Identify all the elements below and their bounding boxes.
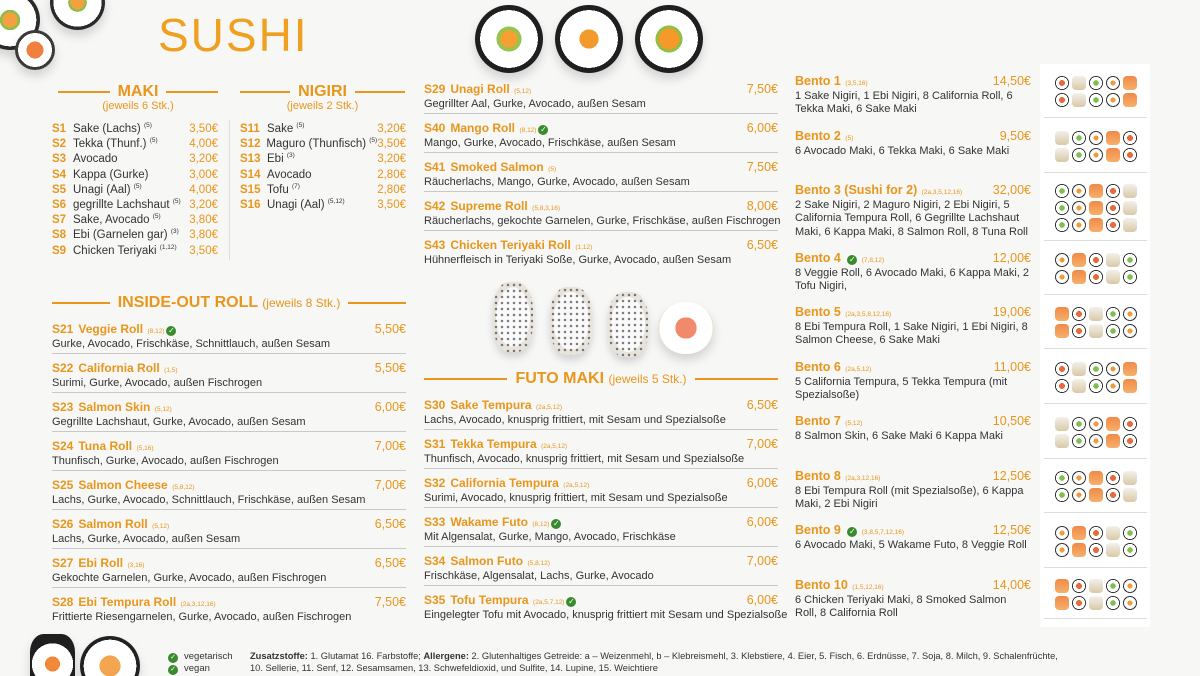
item-code: S21 — [52, 322, 74, 336]
item-name: Wakame Futo — [450, 515, 528, 529]
sushi-photo-bottomleft — [25, 630, 140, 676]
item-code: S15 — [240, 183, 261, 196]
inside-out-item — [52, 437, 406, 471]
bento-item — [795, 127, 1031, 158]
item-title-row: S21 Veggie Roll (8,12) ✓ 5,50€ — [52, 322, 406, 336]
inside-out-item — [52, 554, 406, 588]
bento-name: Bento 1 — [795, 74, 841, 88]
maki-row — [52, 213, 218, 228]
bento-photo — [1044, 297, 1147, 349]
special-roll-item — [424, 80, 778, 114]
item-price: 2,80€ — [377, 183, 406, 196]
allergen-code: (5) — [369, 137, 378, 145]
nigiri-subheading: (jeweils 2 Stk.) — [286, 100, 359, 112]
bento-title-row: Bento 9 ✓ (3,8,5,7,12,16) 12,50€ — [795, 523, 1031, 537]
item-description: Mango, Gurke, Avocado, Frischkäse, außen Sesam — [424, 137, 676, 149]
item-code: S29 — [424, 82, 446, 96]
nigiri-row — [240, 152, 406, 167]
item-price: 5,50€ — [374, 322, 406, 336]
bento-photo — [1044, 515, 1147, 568]
bento-name: Bento 7 — [795, 414, 841, 428]
item-code: S40 — [424, 121, 446, 135]
item-price: 6,50€ — [374, 556, 406, 570]
item-name: Unagi (Aal) $^{(5,12)}$ — [267, 198, 345, 212]
bento-description: 6 Chicken Teriyaki Maki, 8 Smoked Salmon Roll, 8 California Roll — [795, 594, 1007, 620]
item-name: Avocado — [267, 168, 312, 181]
bento-name: Bento 9 — [795, 523, 841, 537]
item-code: S28 — [52, 595, 74, 609]
futo-item — [424, 435, 778, 469]
nigiri-row — [240, 168, 406, 183]
item-description: Surimi, Gurke, Avocado, außen Fischrogen — [52, 377, 263, 389]
item-description: Gurke, Avocado, Frischkäse, Schnittlauch, außen Sesam — [52, 338, 330, 350]
bento-photo — [1044, 243, 1147, 295]
bento-photo — [1044, 175, 1147, 241]
item-code: S26 — [52, 517, 74, 531]
item-title-row: S28 Ebi Tempura Roll (2a,3,12,16) 7,50€ — [52, 595, 406, 609]
item-description: Gekochte Garnelen, Gurke, Avocado, außen Fischrogen — [52, 572, 327, 584]
futo-list — [424, 396, 788, 630]
veg-icon: ✓ — [553, 519, 560, 528]
inside-out-item — [52, 476, 406, 510]
item-description: Surimi, Avocado, knusprig frittiert, mit Sesam und Spezialsoße — [424, 492, 728, 504]
item-price: 8,00€ — [746, 199, 778, 213]
item-name: Sake (Lachs) $^{(5)}$ — [73, 122, 152, 135]
item-price: 6,50€ — [746, 398, 778, 412]
nigiri-row — [240, 137, 406, 152]
bento-title-row: Bento 1 (3,5,16) 14,50€ — [795, 74, 1031, 88]
vegan-icon: ✓ — [168, 665, 178, 675]
item-description: Thunfisch, Gurke, Avocado, außen Fischrogen — [52, 455, 279, 467]
special-roll-item — [424, 158, 778, 192]
nigiri-row — [240, 198, 406, 213]
item-price: 3,00€ — [189, 168, 218, 181]
item-name: Salmon Cheese — [78, 478, 168, 492]
bento-price: 10,50€ — [992, 414, 1031, 428]
item-name: Tekka (Thunf.) $^{(5)}$ — [73, 137, 158, 151]
item-price: 3,20€ — [377, 123, 406, 135]
maki-row — [52, 183, 218, 198]
item-name: Mango Roll — [450, 121, 516, 135]
item-price: 3,50€ — [189, 123, 218, 135]
item-description: Räucherlachs, Mango, Gurke, Avocado, außen Sesam — [424, 176, 690, 188]
item-name: Tofu Tempura — [450, 593, 529, 607]
item-name: California Tempura — [450, 476, 559, 490]
item-code: S13 — [240, 153, 261, 166]
bento-description: 8 Ebi Tempura Roll (mit Spezialsoße), 6 Kappa Maki, 2 Ebi Nigiri — [795, 485, 1024, 511]
veg-icon: ✓ — [568, 597, 575, 606]
item-description: Hühnerfleisch in Teriyaki Soße, Gurke, Avocado, außen Sesam — [424, 254, 732, 266]
item-price: 3,80€ — [189, 229, 218, 242]
bento-photo — [1044, 461, 1147, 513]
item-title-row: S27 Ebi Roll (3,16) 6,50€ — [52, 556, 406, 570]
item-name: California Roll — [78, 361, 160, 375]
item-code: S42 — [424, 199, 446, 213]
item-price: 2,80€ — [377, 168, 406, 181]
item-title-row: S23 Salmon Skin (5,12) 6,00€ — [52, 400, 406, 414]
futo-header: FUTO MAKI (jeweils 5 Stk.) — [424, 370, 778, 388]
item-description: Lachs, Gurke, Avocado, außen Sesam — [52, 533, 241, 545]
maki-row — [52, 168, 218, 183]
maki-row — [52, 122, 218, 137]
item-description: Mit Algensalat, Gurke, Mango, Avocado, Frischkäse — [424, 531, 676, 543]
bento-item — [795, 576, 1031, 621]
maki-row — [52, 244, 218, 259]
bento-description: 8 Veggie Roll, 6 Avocado Maki, 6 Kappa Maki, 2 Tofu Nigiri, — [795, 267, 1029, 293]
diet-legend — [168, 651, 233, 675]
item-code: S11 — [240, 123, 260, 135]
item-price: 7,50€ — [746, 82, 778, 96]
nigiri-header: NIGIRI — [240, 83, 405, 101]
legend-vegan: vegan — [184, 663, 210, 674]
item-name: Salmon Roll — [78, 517, 148, 531]
item-price: 7,00€ — [374, 439, 406, 453]
bento-title-row: Bento 8 (2a,3,12,16) 12,50€ — [795, 469, 1031, 483]
item-name: Maguro (Thunfisch) $^{(5)}$ — [266, 137, 378, 151]
item-code: S5 — [52, 183, 67, 196]
item-title-row: S35 Tofu Tempura (2a,5,7,12) ✓ 6,00€ — [424, 593, 778, 607]
bento-description: 6 Avocado Maki, 5 Wakame Futo, 8 Veggie Roll — [795, 539, 1027, 551]
item-code: S9 — [52, 244, 67, 257]
item-price: 3,80€ — [189, 214, 218, 227]
bento-description: 8 Salmon Skin, 6 Sake Maki 6 Kappa Maki — [795, 430, 1003, 442]
maki-row — [52, 152, 218, 167]
item-description: Gegrillte Lachshaut, Gurke, Avocado, außen Sesam — [52, 416, 306, 428]
bento-title-row: Bento 7 (5,12) 10,50€ — [795, 414, 1031, 428]
item-title-row: S22 California Roll (1,5) 5,50€ — [52, 361, 406, 375]
item-code: S22 — [52, 361, 74, 375]
allergen-footnote: Zusatzstoffe: 1. Glutamat 16. Farbstoffe; Allergene: 2. Glutenhaltiges Getreide: a – Weizenmehl, b – Klebreismehl, 3. Klebstiere, 4. Eier, 5. Fisch, 6. Erdnüsse, 7. Soja, 8. Milch, 9. Schalenfrüchte, 10. Sellerie, 11. Senf, 12. Sesamsamen, 13. Schwefeldioxid, und Sulfite, 14. Lupine, 15. Weichtiere — [250, 651, 1058, 673]
bento-item — [795, 249, 1031, 294]
item-code: S32 — [424, 476, 446, 490]
item-name: Ebi Tempura Roll — [78, 595, 177, 609]
item-price: 4,00€ — [189, 183, 218, 196]
nigiri-list — [240, 122, 406, 213]
allergen-code: (5) — [143, 122, 152, 130]
bento-price: 12,50€ — [992, 469, 1031, 483]
special-roll-item — [424, 119, 778, 153]
item-code: S12 — [240, 138, 261, 151]
item-title-row: S25 Salmon Cheese (5,8,12) 7,00€ — [52, 478, 406, 492]
bento-price: 12,00€ — [992, 251, 1031, 265]
legend-vegetarian: vegetarisch — [184, 651, 233, 662]
item-price: 7,50€ — [374, 595, 406, 609]
item-code: S14 — [240, 168, 261, 181]
item-code: S25 — [52, 478, 74, 492]
item-title-row: S24 Tuna Roll (5,16) 7,00€ — [52, 439, 406, 453]
inside-out-list — [52, 320, 406, 632]
item-price: 6,00€ — [746, 121, 778, 135]
futo-item — [424, 513, 778, 547]
bento-name: Bento 4 — [795, 251, 841, 265]
item-name: Kappa (Gurke) — [73, 168, 149, 181]
item-code: S43 — [424, 238, 446, 252]
item-name: Tofu $^{(7)}$ — [267, 182, 300, 196]
item-name: Ebi $^{(3)}$ — [267, 152, 295, 166]
item-code: S8 — [52, 229, 67, 242]
item-price: 7,00€ — [746, 437, 778, 451]
bento-photo — [1044, 570, 1147, 619]
bento-description: 1 Sake Nigiri, 1 Ebi Nigiri, 8 California Roll, 6 Tekka Maki, 6 Sake Maki — [795, 90, 1013, 116]
bento-title-row: Bento 5 (2a,3,5,8,12,16) 19,00€ — [795, 305, 1031, 319]
bento-name: Bento 6 — [795, 360, 841, 374]
item-title-row: S40 Mango Roll (8,12) ✓ 6,00€ — [424, 121, 778, 135]
item-code: S34 — [424, 554, 446, 568]
maki-header: MAKI — [58, 83, 218, 101]
bento-photo — [1044, 406, 1147, 459]
nigiri-row — [240, 122, 406, 137]
item-code: S16 — [240, 199, 261, 212]
bento-photo — [1044, 352, 1147, 404]
futo-item — [424, 474, 778, 508]
item-code: S27 — [52, 556, 74, 570]
bento-title-row: Bento 10 (1,5,12,16) 14,00€ — [795, 578, 1031, 592]
maki-subheading: (jeweils 6 Stk.) — [102, 100, 174, 112]
item-price: 6,50€ — [746, 238, 778, 252]
item-price: 6,00€ — [746, 476, 778, 490]
bento-title-row: Bento 3 (Sushi for 2) (2a,3,5,12,16) 32,00€ — [795, 183, 1031, 197]
item-code: S35 — [424, 593, 446, 607]
inside-out-item — [52, 398, 406, 432]
allergen-code: (5,12) — [327, 198, 345, 206]
futo-item — [424, 591, 788, 625]
sushi-photo-topleft — [0, 0, 110, 80]
allergen-code: (5) — [133, 182, 142, 190]
item-code: S33 — [424, 515, 446, 529]
item-price: 3,50€ — [377, 138, 406, 151]
item-price: 4,00€ — [189, 138, 218, 151]
item-description: Gegrillter Aal, Gurke, Avocado, außen Sesam — [424, 98, 646, 110]
special-roll-item — [424, 236, 778, 270]
item-title-row: S31 Tekka Tempura (2a,5,12) 7,00€ — [424, 437, 778, 451]
bento-title-row: Bento 2 (5) 9,50€ — [795, 129, 1031, 143]
maki-list — [52, 122, 218, 259]
item-name: Chicken Teriyaki $^{(1,12)}$ — [73, 243, 177, 257]
item-price: 3,20€ — [189, 153, 218, 166]
veg-icon: ✓ — [168, 326, 175, 335]
inside-out-item — [52, 593, 406, 627]
special-roll-item — [424, 197, 781, 231]
futo-item — [424, 396, 778, 430]
item-title-row: S32 California Tempura (2a,5,12) 6,00€ — [424, 476, 778, 490]
bento-price: 11,00€ — [993, 360, 1031, 374]
bento-price: 32,00€ — [992, 183, 1031, 197]
bento-item — [795, 181, 1031, 239]
inside-out-header: INSIDE-OUT ROLL (jeweils 8 Stk.) — [52, 294, 406, 312]
item-title-row: S29 Unagi Roll (5,12) 7,50€ — [424, 82, 778, 96]
bento-description: 8 Ebi Tempura Roll, 1 Sake Nigiri, 1 Ebi Nigiri, 8 Salmon Cheese, 6 Sake Maki — [795, 321, 1028, 347]
bento-price: 9,50€ — [999, 129, 1031, 143]
item-price: 3,50€ — [377, 199, 406, 212]
item-name: Sake, Avocado $^{(5)}$ — [73, 213, 161, 227]
sushi-photo-top — [465, 0, 715, 90]
item-code: S1 — [52, 123, 67, 135]
inside-out-item — [52, 359, 406, 393]
nigiri-row — [240, 183, 406, 198]
item-code: S3 — [52, 153, 67, 166]
item-name: Chicken Teriyaki Roll — [450, 238, 571, 252]
column-divider — [229, 120, 230, 260]
item-name: gegrillte Lachshaut $^{(5)}$ — [73, 198, 181, 212]
item-name: Ebi (Garnelen gar) $^{(3)}$ — [73, 228, 179, 242]
bento-item — [795, 72, 1031, 117]
bento-item — [795, 467, 1031, 512]
allergen-code: (3) — [170, 228, 179, 236]
inside-out-item — [52, 515, 406, 549]
bento-price: 19,00€ — [992, 305, 1031, 319]
bento-name: Bento 8 — [795, 469, 841, 483]
item-name: Supreme Roll — [450, 199, 528, 213]
item-price: 3,20€ — [189, 199, 218, 212]
sushi-photo-middle — [488, 272, 718, 367]
maki-row — [52, 228, 218, 243]
item-price: 7,00€ — [746, 554, 778, 568]
item-name: Avocado — [73, 153, 118, 166]
allergen-code: (5) — [296, 122, 305, 130]
bento-item — [795, 303, 1031, 348]
bento-title-row: Bento 4 ✓ (7,8,12) 12,00€ — [795, 251, 1031, 265]
bento-name: Bento 3 (Sushi for 2) — [795, 183, 918, 197]
item-name: Salmon Futo — [450, 554, 524, 568]
bento-name: Bento 5 — [795, 305, 841, 319]
bento-description: 2 Sake Nigiri, 2 Maguro Nigiri, 2 Ebi Nigiri, 5 California Tempura Roll, 6 Gegrillte Lachshaut Maki, 6 Kappa Maki, 8 Salmon Roll, 8 Tuna Roll — [795, 199, 1028, 238]
item-description: Thunfisch, Avocado, knusprig frittiert, mit Sesam und Spezialsoße — [424, 453, 745, 465]
item-name: Tuna Roll — [78, 439, 133, 453]
maki-row — [52, 198, 218, 213]
item-price: 6,00€ — [746, 515, 778, 529]
item-code: S2 — [52, 138, 67, 151]
allergen-code: (5) — [149, 137, 158, 145]
allergen-code: (7) — [291, 182, 300, 190]
item-code: S31 — [424, 437, 446, 451]
bento-description: 6 Avocado Maki, 6 Tekka Maki, 6 Sake Maki — [795, 145, 1010, 157]
item-code: S4 — [52, 168, 67, 181]
item-price: 6,50€ — [374, 517, 406, 531]
item-price: 7,50€ — [746, 160, 778, 174]
bento-name: Bento 2 — [795, 129, 841, 143]
item-description: Frischkäse, Algensalat, Lachs, Gurke, Avocado — [424, 570, 654, 582]
item-name: Tekka Tempura — [450, 437, 537, 451]
item-code: S41 — [424, 160, 446, 174]
item-title-row: S30 Sake Tempura (2a,5,12) 6,50€ — [424, 398, 778, 412]
item-price: 6,00€ — [746, 593, 778, 607]
item-name: Ebi Roll — [78, 556, 124, 570]
allergen-code: (1,12) — [159, 243, 177, 251]
item-name: Veggie Roll — [78, 322, 144, 336]
item-code: S30 — [424, 398, 446, 412]
item-code: S7 — [52, 214, 67, 227]
item-price: 7,00€ — [374, 478, 406, 492]
allergen-code: (5) — [152, 213, 161, 221]
special-rolls-list — [424, 80, 781, 275]
item-name: Smoked Salmon — [450, 160, 544, 174]
item-price: 3,50€ — [189, 244, 218, 257]
vegetarian-icon: ✓ — [168, 653, 178, 663]
bento-photo — [1044, 66, 1147, 118]
item-title-row: S43 Chicken Teriyaki Roll (1,12) 6,50€ — [424, 238, 778, 252]
bento-item — [795, 358, 1031, 403]
item-name: Salmon Skin — [78, 400, 151, 414]
bento-price: 14,50€ — [992, 74, 1031, 88]
allergen-code: (5) — [172, 198, 181, 206]
veg-icon: ✓ — [848, 255, 856, 264]
bento-title-row: Bento 6 (2a,5,12) 11,00€ — [795, 360, 1031, 374]
item-price: 3,20€ — [377, 153, 406, 166]
item-code: S24 — [52, 439, 74, 453]
bento-price: 14,00€ — [992, 578, 1031, 592]
bento-price: 12,50€ — [992, 523, 1031, 537]
item-description: Lachs, Gurke, Avocado, Schnittlauch, Frischkäse, außen Sesam — [52, 494, 366, 506]
item-description: Lachs, Avocado, knusprig frittiert, mit Sesam und Spezialsoße — [424, 414, 726, 426]
item-title-row: S41 Smoked Salmon (5) 7,50€ — [424, 160, 778, 174]
veg-icon: ✓ — [848, 527, 856, 536]
item-title-row: S42 Supreme Roll (5,8,3,16) 8,00€ — [424, 199, 778, 213]
bento-description: 5 California Tempura, 5 Tekka Tempura (mit Spezialsoße) — [795, 376, 1008, 402]
item-price: 6,00€ — [374, 400, 406, 414]
maki-row — [52, 137, 218, 152]
page-title: SUSHI — [158, 9, 309, 61]
item-description: Frittierte Riesengarnelen, Gurke, Avocado, außen Fischrogen — [52, 611, 352, 623]
futo-item — [424, 552, 778, 586]
item-title-row: S34 Salmon Futo (5,8,12) 7,00€ — [424, 554, 778, 568]
item-code: S23 — [52, 400, 74, 414]
allergen-code: (3) — [286, 152, 295, 160]
item-price: 5,50€ — [374, 361, 406, 375]
item-title-row: S33 Wakame Futo (8,12) ✓ 6,00€ — [424, 515, 778, 529]
bento-item — [795, 521, 1031, 552]
veg-icon: ✓ — [540, 125, 547, 134]
item-name: Unagi (Aal) $^{(5)}$ — [73, 182, 142, 196]
item-title-row: S26 Salmon Roll (5,12) 6,50€ — [52, 517, 406, 531]
bento-photo — [1044, 121, 1147, 173]
item-name: Sake $^{(5)}$ — [267, 122, 305, 135]
item-code: S6 — [52, 199, 67, 212]
item-description: Räucherlachs, gekochte Garnelen, Gurke, Frischkäse, außen Fischrogen — [424, 215, 781, 227]
item-description: Eingelegter Tofu mit Avocado, knusprig frittiert mit Sesam und Spezialsoße — [424, 609, 788, 621]
item-name: Unagi Roll — [450, 82, 510, 96]
inside-out-item — [52, 320, 406, 354]
item-name: Sake Tempura — [450, 398, 532, 412]
bento-name: Bento 10 — [795, 578, 848, 592]
bento-item — [795, 412, 1031, 443]
